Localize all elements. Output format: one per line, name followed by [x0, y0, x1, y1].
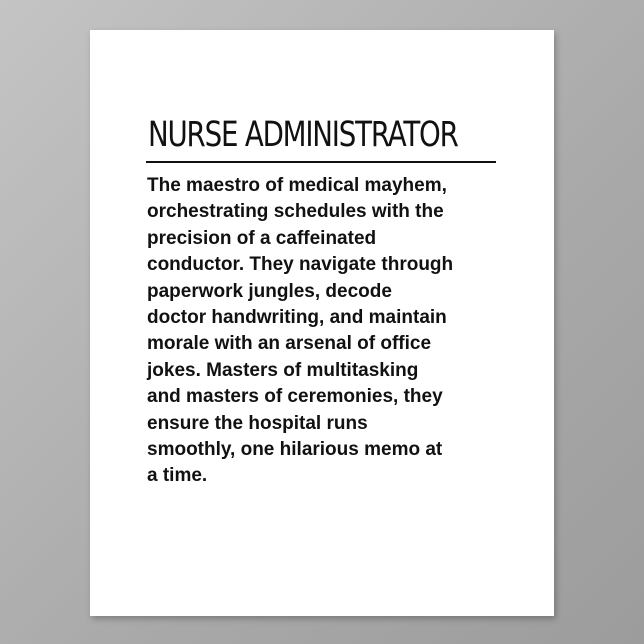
poster — [90, 30, 554, 616]
description-line: orchestrating schedules with the — [147, 201, 444, 223]
description-line: ensure the hospital runs — [147, 412, 368, 434]
poster-description — [147, 173, 507, 490]
description-line: conductor. They navigate through — [147, 254, 454, 276]
description-line: and masters of ceremonies, they — [147, 386, 443, 408]
poster-title: NURSE ADMINISTRATOR — [148, 115, 458, 155]
description-line: morale with an arsenal of office — [147, 333, 432, 355]
description-line: paperwork jungles, decode — [147, 280, 392, 302]
description-line: smoothly, one hilarious memo at — [147, 439, 443, 461]
title-underline — [146, 161, 496, 163]
description-line: precision of a caffeinated — [147, 227, 377, 249]
description-line: The maestro of medical mayhem, — [147, 175, 447, 196]
description-line: doctor handwriting, and maintain — [147, 307, 447, 329]
description-line: jokes. Masters of multitasking — [147, 359, 419, 381]
description-line: a time. — [147, 465, 208, 487]
